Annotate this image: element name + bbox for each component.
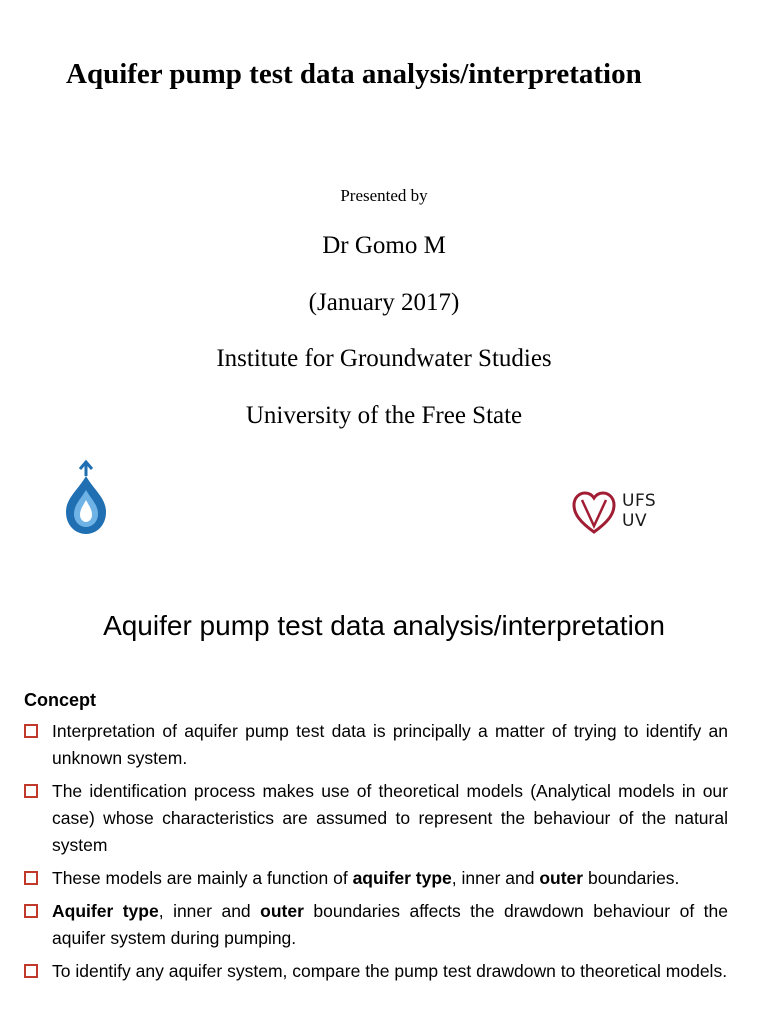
bullet-emphasis: aquifer type — [352, 868, 452, 888]
section-heading: Concept — [24, 690, 96, 710]
bullet-item — [24, 958, 728, 985]
bullet-text: The identification process makes use of theoretical models (Analytical models in our case) whose characteristics are assumed to represent the behaviour of the natural system — [52, 781, 728, 855]
bullet-text: Interpretation of aquifer pump test data is principally a matter of trying to identify an unknown system. — [52, 721, 728, 768]
institute-name: Institute for Groundwater Studies — [216, 345, 552, 372]
bullet-text: boundaries affects the drawdown behaviour of the aquifer system during pumping. — [52, 901, 728, 948]
bullet-item — [24, 718, 728, 772]
concept-slide — [0, 576, 768, 1024]
ufs-logo-text-line1: UFS — [622, 491, 657, 511]
bullet-text: To identify any aquifer system, compare the pump test drawdown to theoretical models. — [52, 961, 728, 981]
slide-title: Aquifer pump test data analysis/interpretation — [66, 58, 642, 90]
presenter-name: Dr Gomo M — [322, 232, 446, 259]
bullet-list — [24, 718, 728, 991]
bullet-item — [24, 778, 728, 859]
presented-by-label: Presented by — [340, 186, 428, 205]
bullet-text: , inner and — [451, 868, 540, 888]
bullet-item — [24, 865, 728, 892]
ufs-logo-text-line2: UV — [622, 511, 648, 531]
bullet-emphasis: outer — [260, 901, 304, 921]
bullet-item — [24, 898, 728, 952]
bullet-text: , inner and — [158, 901, 261, 921]
slide-title: Aquifer pump test data analysis/interpretation — [103, 610, 665, 641]
igs-water-drop-logo-icon — [58, 460, 114, 536]
checkbox-bullet-icon — [24, 784, 38, 798]
ufs-heart-logo-icon — [570, 488, 618, 536]
checkbox-bullet-icon — [24, 904, 38, 918]
ufs-logo — [570, 488, 670, 536]
presentation-date: (January 2017) — [308, 289, 460, 316]
checkbox-bullet-icon — [24, 724, 38, 738]
bullet-text: boundaries. — [583, 868, 680, 888]
university-name: University of the Free State — [245, 402, 523, 429]
checkbox-bullet-icon — [24, 964, 38, 978]
bullet-emphasis: outer — [539, 868, 584, 888]
bullet-emphasis: Aquifer type — [52, 901, 159, 921]
bullet-text: These models are mainly a function of — [52, 868, 353, 888]
checkbox-bullet-icon — [24, 871, 38, 885]
